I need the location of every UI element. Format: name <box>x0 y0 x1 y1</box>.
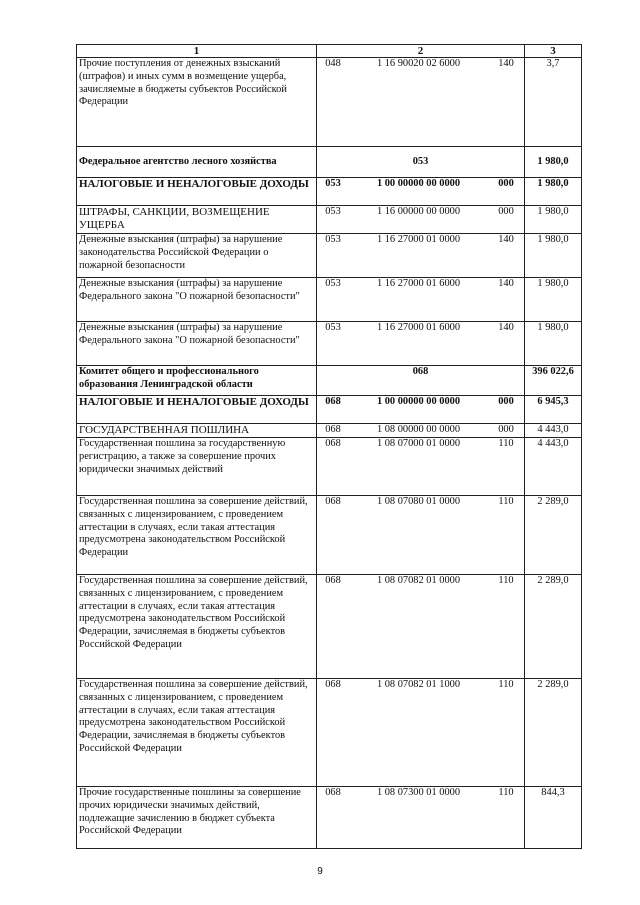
admin-code: 068 <box>325 575 341 586</box>
row-amount: 2 289,0 <box>525 496 582 575</box>
admin-code: 068 <box>325 438 341 449</box>
table-row <box>77 787 582 849</box>
row-amount: 3,7 <box>525 58 582 147</box>
row-amount: 2 289,0 <box>525 679 582 787</box>
kosgu-code: 140 <box>498 234 514 245</box>
row-name: Денежные взыскания (штрафы) за нарушение Федерального закона "О пожарной безопасности" <box>77 322 317 366</box>
row-amount: 2 289,0 <box>525 575 582 679</box>
table-row <box>77 147 582 178</box>
kosgu-code: 000 <box>498 396 514 407</box>
table-row <box>77 234 582 278</box>
admin-code: 053 <box>317 147 525 178</box>
row-name: ШТРАФЫ, САНКЦИИ, ВОЗМЕЩЕНИЕ УЩЕРБА <box>77 206 317 234</box>
admin-code: 068 <box>325 679 341 690</box>
revenue-table <box>76 44 582 849</box>
table-row <box>77 679 582 787</box>
kbk-code: 1 08 07080 01 0000 <box>376 496 461 507</box>
row-amount: 6 945,3 <box>525 396 582 424</box>
kbk-code: 1 08 07082 01 0000 <box>376 575 461 586</box>
kbk-code: 1 08 07300 01 0000 <box>376 787 461 798</box>
kbk-code: 1 08 07082 01 1000 <box>376 679 461 690</box>
table-row <box>77 206 582 234</box>
table-header-row <box>77 45 582 58</box>
admin-code: 053 <box>325 206 341 217</box>
kosgu-code: 000 <box>498 424 514 435</box>
table-row <box>77 396 582 424</box>
kosgu-code: 000 <box>498 178 514 189</box>
row-name: ГОСУДАРСТВЕННАЯ ПОШЛИНА <box>77 424 317 438</box>
admin-code: 053 <box>325 234 341 245</box>
column-header-3: 3 <box>525 45 582 58</box>
kosgu-code: 140 <box>498 322 514 333</box>
admin-code: 053 <box>325 322 341 333</box>
admin-code: 068 <box>325 787 341 798</box>
kbk-code: 1 00 00000 00 0000 <box>376 178 461 189</box>
admin-code: 068 <box>317 366 525 396</box>
admin-code: 048 <box>325 58 341 69</box>
row-amount: 4 443,0 <box>525 424 582 438</box>
table-row <box>77 278 582 322</box>
admin-code: 068 <box>325 496 341 507</box>
row-name: Государственная пошлина за государственную регистрацию, а также за совершение прочих юридически значимых действий <box>77 438 317 496</box>
row-amount: 844,3 <box>525 787 582 849</box>
row-amount: 1 980,0 <box>525 178 582 206</box>
row-name: НАЛОГОВЫЕ И НЕНАЛОГОВЫЕ ДОХОДЫ <box>77 178 317 206</box>
row-name: Денежные взыскания (штрафы) за нарушение Федерального закона "О пожарной безопасности" <box>77 278 317 322</box>
admin-code: 053 <box>325 278 341 289</box>
table-row <box>77 178 582 206</box>
table-row <box>77 424 582 438</box>
row-name: НАЛОГОВЫЕ И НЕНАЛОГОВЫЕ ДОХОДЫ <box>77 396 317 424</box>
row-name: Денежные взыскания (штрафы) за нарушение законодательства Российской Федерации о пожарной безопасности <box>77 234 317 278</box>
row-name: Прочие поступления от денежных взысканий (штрафов) и иных сумм в возмещение ущерба, зачисляемые в бюджеты субъектов Российской Федерации <box>77 58 317 147</box>
kosgu-code: 110 <box>498 496 514 507</box>
kbk-code: 1 00 00000 00 0000 <box>376 396 461 407</box>
table-row <box>77 366 582 396</box>
kbk-code: 1 16 27000 01 0000 <box>376 234 461 245</box>
page-number: 9 <box>317 866 323 877</box>
kosgu-code: 110 <box>498 679 514 690</box>
table-row <box>77 496 582 575</box>
admin-code: 068 <box>325 396 341 407</box>
row-name: Комитет общего и профессионального образования Ленинградской области <box>77 366 317 396</box>
row-amount: 1 980,0 <box>525 278 582 322</box>
row-name: Государственная пошлина за совершение действий, связанных с лицензированием, с проведением аттестации в случаях, если такая аттестация предусмотрена законодательством Российской Федерации, зачисляемая в бюджеты субъектов Российской Федерации <box>77 575 317 679</box>
kbk-code: 1 16 27000 01 6000 <box>376 322 461 333</box>
kosgu-code: 140 <box>498 278 514 289</box>
row-amount: 396 022,6 <box>525 366 582 396</box>
table-row <box>77 575 582 679</box>
column-header-1: 1 <box>77 45 317 58</box>
row-name: Государственная пошлина за совершение действий, связанных с лицензированием, с проведением аттестации в случаях, если такая аттестация предусмотрена законодательством Российской Федерации <box>77 496 317 575</box>
column-header-2: 2 <box>317 45 525 58</box>
kosgu-code: 140 <box>498 58 514 69</box>
kbk-code: 1 16 90020 02 6000 <box>376 58 461 69</box>
admin-code: 053 <box>325 178 341 189</box>
kosgu-code: 110 <box>498 575 514 586</box>
table-row <box>77 58 582 147</box>
row-amount: 1 980,0 <box>525 147 582 178</box>
kosgu-code: 110 <box>498 438 514 449</box>
row-amount: 4 443,0 <box>525 438 582 496</box>
kosgu-code: 110 <box>498 787 514 798</box>
table-row <box>77 438 582 496</box>
row-name: Прочие государственные пошлины за совершение прочих юридически значимых действий, подлежащие зачислению в бюджет субъекта Российской Федерации <box>77 787 317 849</box>
kbk-code: 1 08 00000 00 0000 <box>376 424 461 435</box>
row-name: Федеральное агентство лесного хозяйства <box>77 147 317 178</box>
row-name: Государственная пошлина за совершение действий, связанных с лицензированием, с проведением аттестации в случаях, если такая аттестация предусмотрена законодательством Российской Федерации, зачисляемая в бюджеты субъектов Российской Федерации <box>77 679 317 787</box>
kbk-code: 1 08 07000 01 0000 <box>376 438 461 449</box>
table-row <box>77 322 582 366</box>
row-amount: 1 980,0 <box>525 206 582 234</box>
kbk-code: 1 16 00000 00 0000 <box>376 206 461 217</box>
admin-code: 068 <box>325 424 341 435</box>
kbk-code: 1 16 27000 01 6000 <box>376 278 461 289</box>
kosgu-code: 000 <box>498 206 514 217</box>
row-amount: 1 980,0 <box>525 234 582 278</box>
row-amount: 1 980,0 <box>525 322 582 366</box>
